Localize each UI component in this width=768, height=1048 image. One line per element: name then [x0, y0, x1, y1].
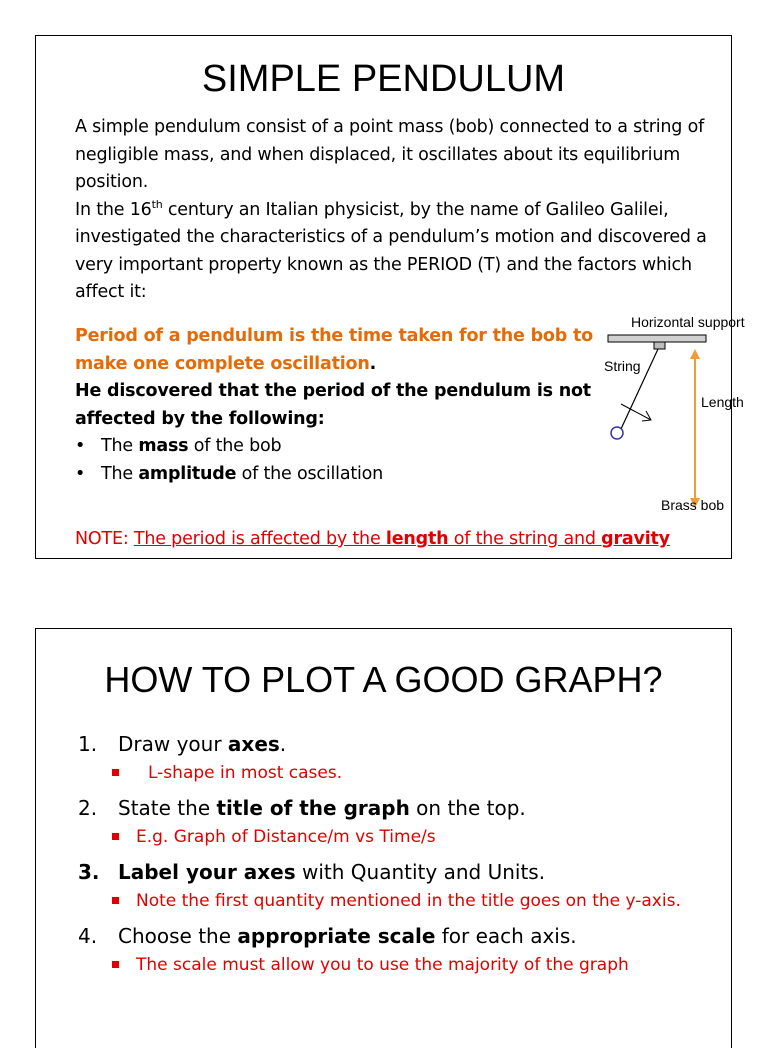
step-text-pre: Choose the — [118, 924, 238, 948]
step-text-post: with Quantity and Units. — [295, 860, 546, 884]
bullet-post: of the oscillation — [236, 463, 384, 484]
brass-bob-label: Brass bob — [661, 497, 725, 513]
pivot-clamp — [654, 342, 665, 349]
note-text — [134, 529, 670, 549]
step-text-post: . — [279, 732, 287, 756]
step-text-pre: Draw your — [118, 732, 228, 756]
step-sub-item — [78, 823, 718, 851]
note-label: NOTE — [75, 529, 123, 549]
horizontal-support-label: Horizontal support — [631, 314, 745, 330]
definition-term: Period of a pendulum — [75, 326, 284, 346]
step-text-bold: appropriate scale — [237, 924, 436, 948]
intro-paragraph — [75, 114, 715, 307]
note-bold-length: length — [385, 529, 449, 549]
bullet-item — [75, 433, 595, 461]
bullet-pre: The — [101, 436, 139, 456]
slide-title: SIMPLE PENDULUM — [201, 58, 566, 100]
step-text-pre: State the — [118, 796, 217, 820]
length-label: Length — [701, 394, 744, 410]
step-text-post: for each axis. — [435, 924, 577, 948]
step-sub-text: L-shape in most cases. — [148, 763, 343, 783]
discovered-text: He discovered that the period of the pendulum is not affected by the following: — [75, 381, 591, 429]
note-mid: of the string and — [448, 529, 602, 549]
step-sub-item — [78, 887, 718, 915]
step-text-post: on the top. — [409, 796, 526, 820]
step-sub-text: E.g. Graph of Distance/m vs Time/s — [136, 827, 436, 847]
pendulum-diagram — [566, 308, 745, 513]
bullet-item — [75, 461, 595, 489]
horizontal-support-bar — [608, 335, 706, 342]
string-label: String — [604, 358, 641, 374]
definition-end: . — [369, 353, 377, 374]
step-text-bold: Label your axes — [118, 860, 296, 884]
step-item — [78, 729, 718, 759]
step-text-bold: title of the graph — [216, 796, 410, 820]
step-sub-text: The scale must allow you to use the majority of the graph — [136, 955, 629, 975]
step-item — [78, 857, 718, 887]
step-number: 1. — [78, 732, 98, 756]
bullet-list — [75, 433, 595, 488]
intro-text: A simple pendulum consist of a point mass (bob) connected to a string of negligible mass, and when displaced, it oscillates about its equilibrium position. — [75, 117, 705, 192]
step-number: 3. — [78, 860, 100, 884]
note-line — [75, 526, 715, 554]
graph-steps-list — [78, 729, 718, 979]
step-text-bold: axes — [227, 732, 280, 756]
galileo-sup: th — [151, 197, 163, 211]
slide-how-to-plot — [35, 628, 732, 1048]
brass-bob — [611, 427, 623, 439]
step-number: 2. — [78, 796, 98, 820]
step-number: 4. — [78, 924, 98, 948]
step-item — [78, 921, 718, 951]
slide-simple-pendulum — [35, 35, 745, 559]
galileo-text-2: century an Italian physicist, by the name of Galileo Galilei, investigated the characteristics of a pendulum’s motion and discovered a very important property known as the PERIOD (T) and the factors which affect it: — [75, 199, 707, 302]
bullet-pre: The — [101, 463, 139, 484]
step-sub-item — [78, 759, 718, 787]
step-sub-item — [78, 951, 718, 979]
galileo-text-1: In the 16 — [75, 199, 152, 220]
bullet-post: of the bob — [188, 436, 282, 456]
square-bullet-icon — [112, 897, 119, 904]
period-definition — [75, 323, 595, 378]
definition-block — [75, 323, 595, 488]
galileo-paragraph — [75, 197, 715, 307]
square-bullet-icon — [112, 961, 119, 968]
definition-text: is the time taken for the bob to make one complete oscillation — [75, 326, 593, 374]
square-bullet-icon — [112, 769, 119, 776]
step-sub-text: Note the first quantity mentioned in the title goes on the y-axis. — [136, 891, 681, 911]
note-pre: The period is affected by the — [133, 529, 386, 549]
length-arrow-top — [690, 349, 700, 359]
bullet-bold: mass — [138, 436, 189, 456]
bullet-bold: amplitude — [138, 463, 237, 484]
note-colon: : — [122, 529, 134, 549]
slide-title: HOW TO PLOT A GOOD GRAPH? — [104, 659, 663, 700]
step-item — [78, 793, 718, 823]
square-bullet-icon — [112, 833, 119, 840]
note-bold-gravity: gravity — [601, 529, 670, 549]
